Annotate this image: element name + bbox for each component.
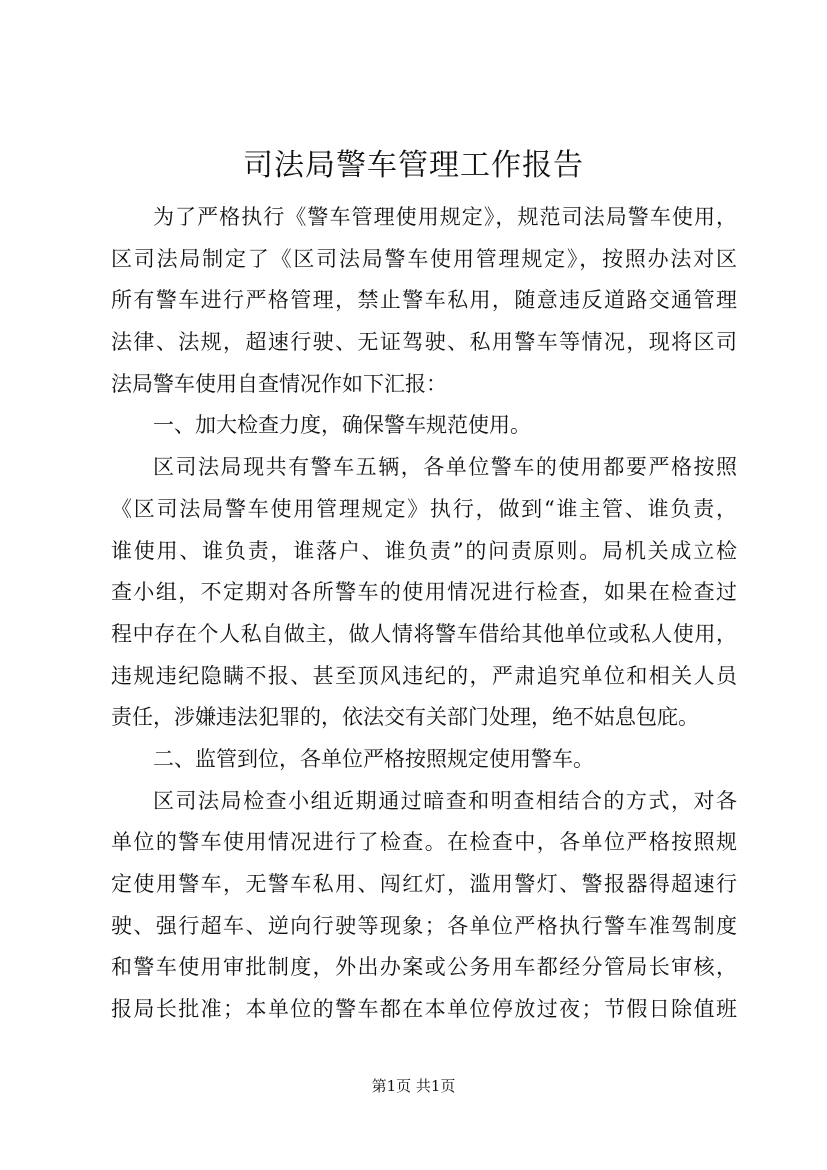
body-text-line: 区司法局检查小组近期通过暗查和明查相结合的方式，对各: [153, 788, 737, 813]
body-text-line: 责任，涉嫌违法犯罪的，依法交有关部门处理，绝不姑息包庇。: [111, 705, 699, 730]
body-text-line: 所有警车进行严格管理，禁止警车私用，随意违反道路交通管理: [111, 288, 737, 313]
body-text-line: 二、监管到位，各单位严格按照规定使用警车。: [153, 746, 594, 771]
body-text-line: 区司法局现共有警车五辆，各单位警车的使用都要严格按照: [153, 455, 737, 480]
body-text-line: 查小组，不定期对各所警车的使用情况进行检查，如果在检查过: [111, 580, 737, 605]
body-text-line: 法律、法规，超速行驶、无证驾驶、私用警车等情况，现将区司: [111, 330, 737, 355]
document-title: 司法局警车管理工作报告: [243, 148, 584, 183]
body-text-line: 驶、强行超车、逆向行驶等现象；各单位严格执行警车准驾制度: [111, 913, 737, 938]
body-text-line: 单位的警车使用情况进行了检查。在检查中，各单位严格按照规: [111, 830, 737, 855]
body-text-line: 区司法局制定了《区司法局警车使用管理规定》，按照办法对区: [111, 246, 737, 271]
body-text-line: 定使用警车，无警车私用、闯红灯，滥用警灯、警报器得超速行: [111, 872, 737, 896]
body-text-line: 和警车使用审批制度，外出办案或公务用车都经分管局长审核，: [111, 955, 737, 980]
body-text-line: 一、加大检查力度，确保警车规范使用。: [153, 413, 531, 438]
body-text-line: 程中存在个人私自做主，做人情将警车借给其他单位或私人使用，: [111, 621, 737, 646]
body-text-line: 为了严格执行《警车管理使用规定》，规范司法局警车使用，: [153, 205, 737, 229]
page-footer: 第1页 共1页: [371, 1077, 456, 1095]
body-text-line: 《区司法局警车使用管理规定》执行，做到“谁主管、谁负责，: [111, 496, 737, 521]
body-text-line: 报局长批准；本单位的警车都在本单位停放过夜；节假日除值班: [111, 997, 737, 1022]
body-text-line: 法局警车使用自查情况作如下汇报：: [111, 371, 447, 396]
document-body: [111, 197, 737, 1031]
body-text-line: 谁使用、谁负责，谁落户、谁负责”的问责原则。局机关成立检: [111, 538, 737, 563]
body-text-line: 违规违纪隐瞒不报、甚至顶风违纪的，严肃追究单位和相关人员: [111, 663, 737, 688]
